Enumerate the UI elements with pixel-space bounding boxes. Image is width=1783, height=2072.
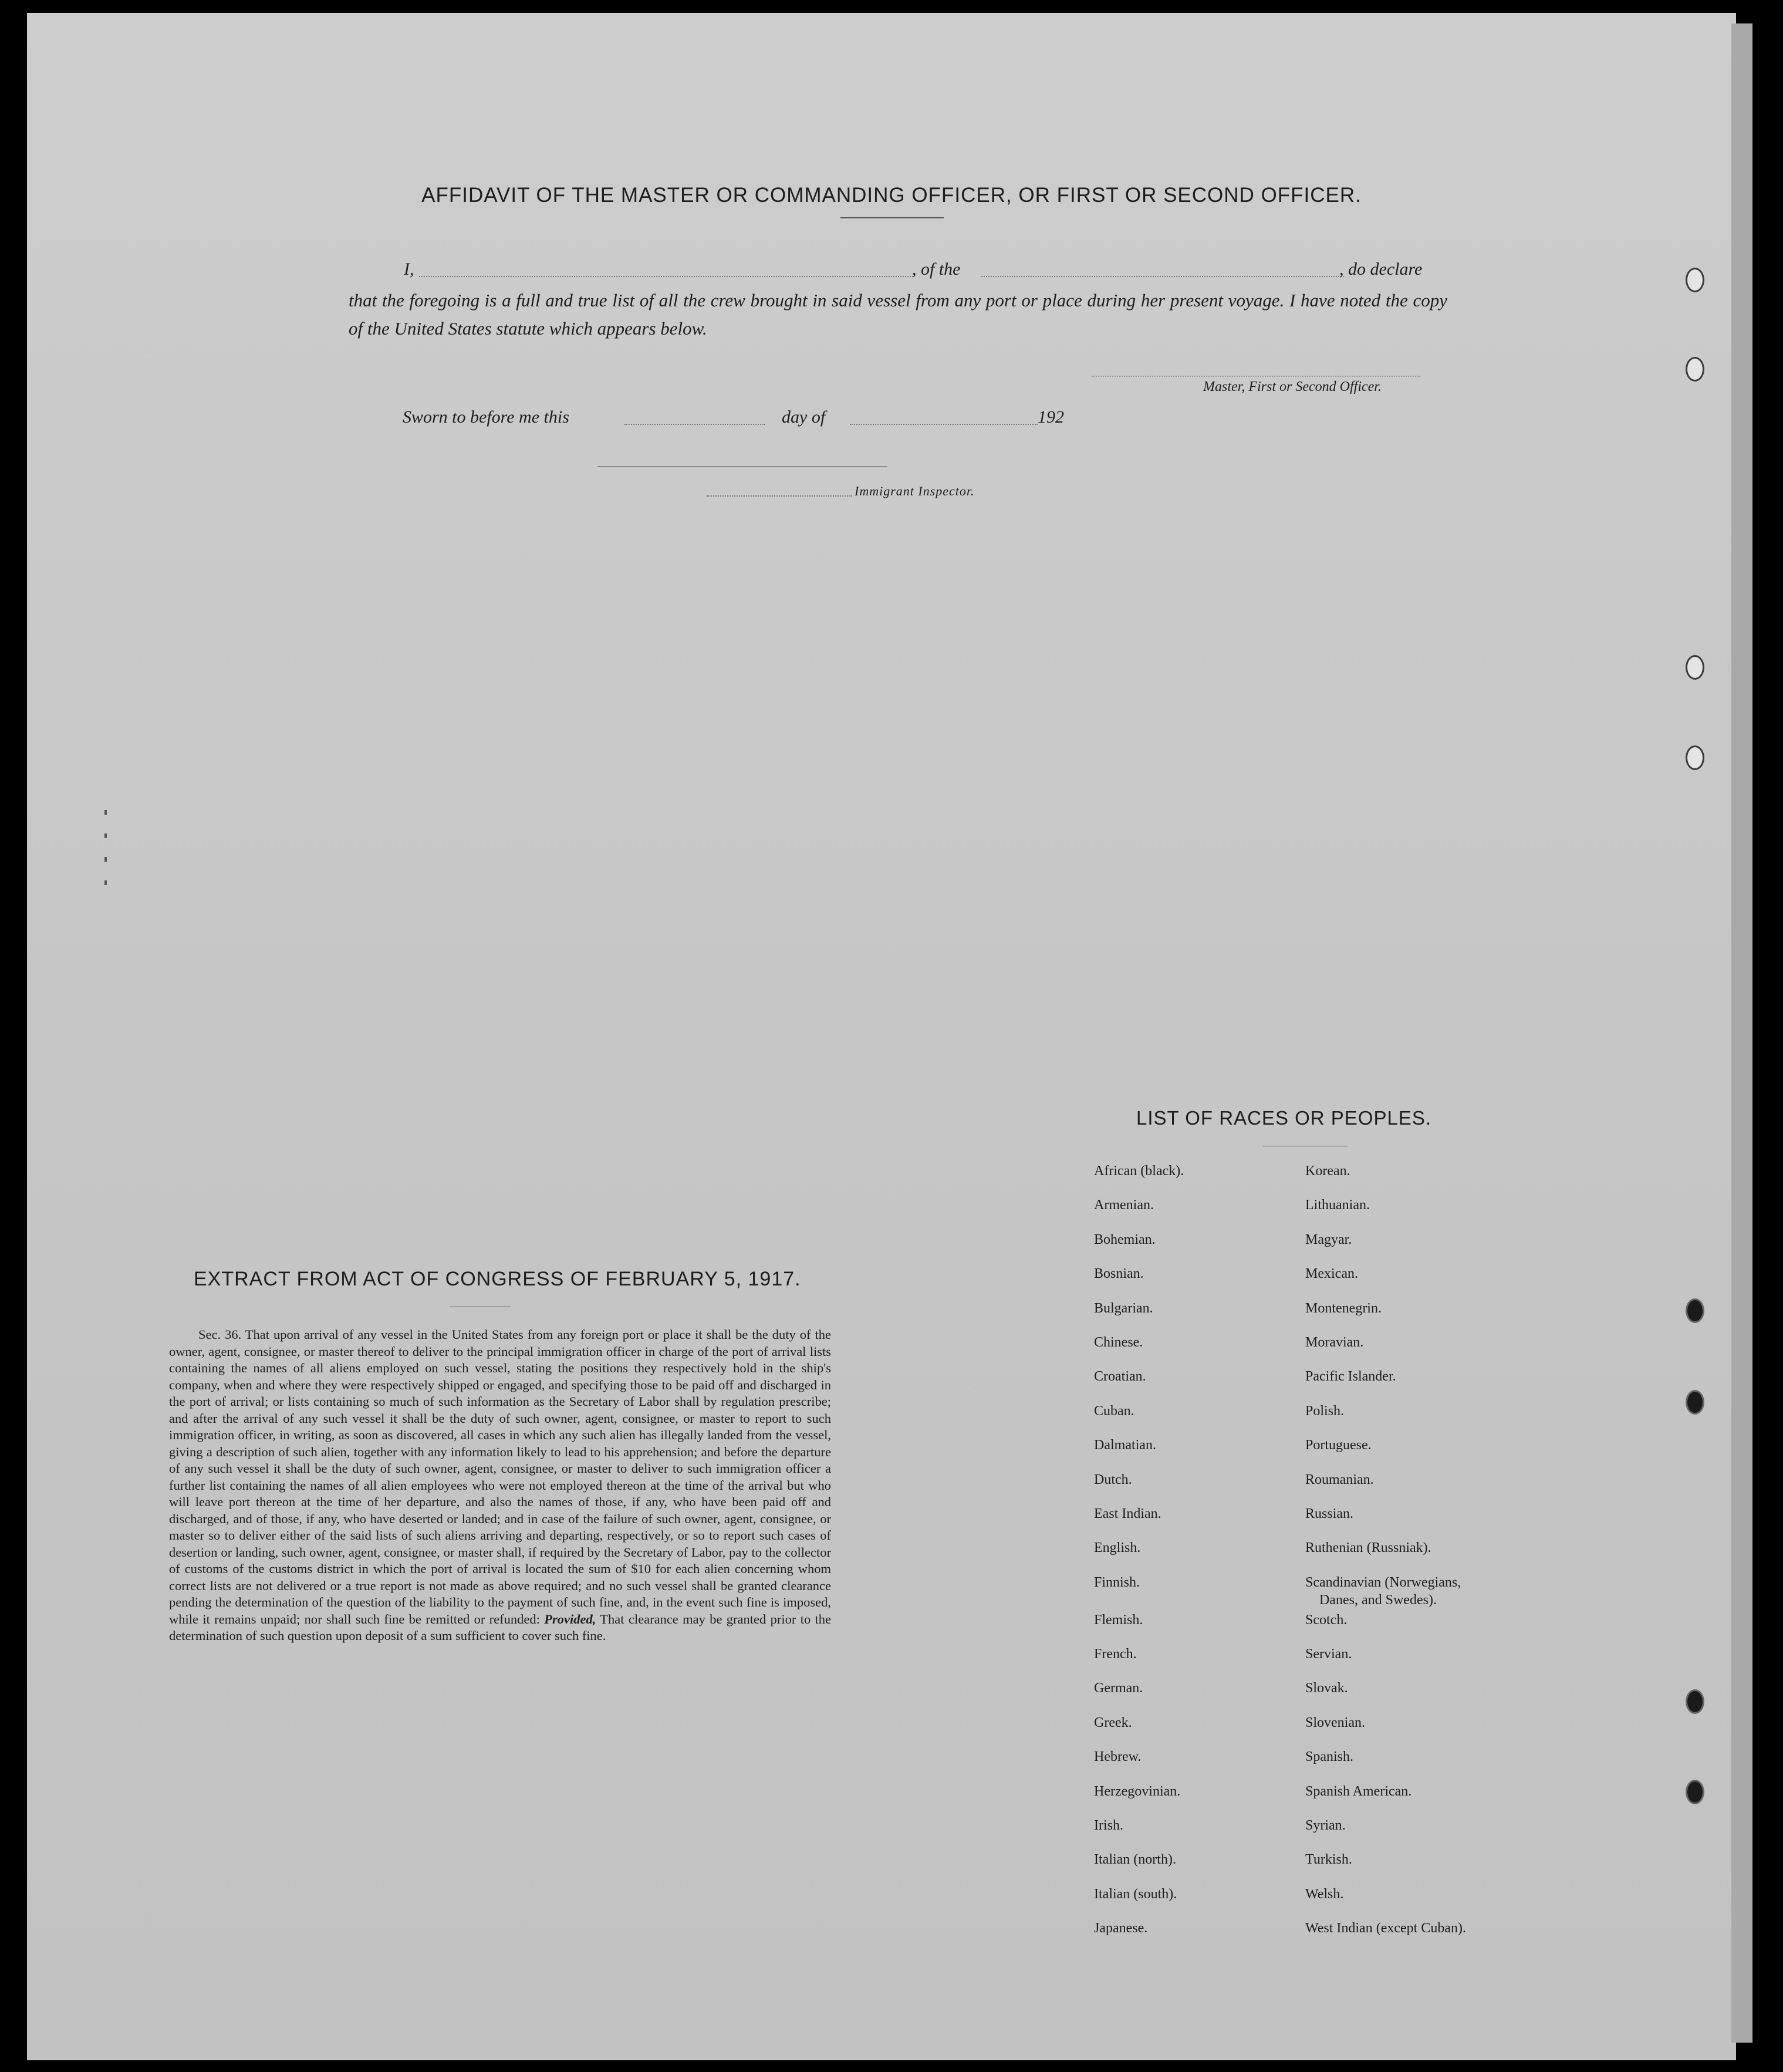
- i-label: I,: [404, 259, 414, 279]
- race-item: Dalmatian.: [1094, 1437, 1156, 1453]
- inspector-field[interactable]: [707, 495, 852, 497]
- race-item: Roumanian.: [1305, 1472, 1374, 1487]
- race-item: Flemish.: [1094, 1612, 1143, 1628]
- provided-label: Provided,: [544, 1611, 596, 1626]
- race-item: German.: [1094, 1680, 1143, 1696]
- signature-caption: Master, First or Second Officer.: [1203, 379, 1382, 394]
- race-item: Finnish.: [1094, 1574, 1140, 1590]
- binder-hole: [1686, 655, 1704, 680]
- race-item: Cuban.: [1094, 1403, 1134, 1419]
- race-item: Magyar.: [1305, 1231, 1352, 1247]
- race-item: Italian (north).: [1094, 1852, 1176, 1868]
- race-item-multiline: [1305, 1574, 1466, 1611]
- statute-text: That upon arrival of any vessel in the United States from any foreign port or place it shall be the duty of the owner, agent, consignee, or master thereof to deliver to the principal immigration officer in charge of the port of arrival lists containing the names of all aliens employed on such vessel, stating the positions they respectively hold in the ship's company, when and where they were respectively shipped or engaged, and specifying those to be paid off and discharged in the port of arrival; or lists containing so much of such information as the Secretary of Labor shall by regulation prescribe; and after the arrival of any such vessel it shall be the duty of such owner, agent, consignee, or master to report to such immigration officer, in writing, as soon as discovered, all cases in which any such alien has illegally landed from the vessel, giving a description of such alien, together with any information likely to lead to his apprehension; and before the departure of any such vessel it shall be the duty of such owner, agent, consignee, or master to deliver to such immigration officer a further list containing the names of all alien employees who were not employed thereon at the time of the arrival but who will leave port thereon at the time of her departure, and also the names of those, if any, who have been paid off and discharged, and of those, if any, who have deserted or landed; and in case of the failure of such owner, agent, consignee, or master so to deliver either of the said lists of such aliens arriving and departing, respectively, or so to report such cases of desertion or landing, such owner, agent, consignee, or master shall, if required by the Secretary of Labor, pay to the collector of customs of the customs district in which the port of arrival is located the sum of $10 for each alien concerning whom correct lists are not delivered or a true report is not made as above required; and no such vessel shall be granted clearance pending the determination of the question of the liability to the payment of such fine, and, in the event such fine is imposed, while it remains unpaid; nor shall such fine be remitted or refunded:: [169, 1327, 831, 1626]
- race-item: Croatian.: [1094, 1369, 1146, 1385]
- race-item: Russian.: [1305, 1506, 1354, 1521]
- statute-text-end: That clearance may be granted prior to the determination of such question upon deposit of a sum sufficient to cover such fine.: [169, 1611, 832, 1643]
- race-item: Polish.: [1305, 1403, 1345, 1419]
- race-item: Turkish.: [1305, 1852, 1352, 1868]
- race-item: Spanish.: [1305, 1749, 1354, 1765]
- race-item: Mexican.: [1305, 1266, 1358, 1282]
- binder-hole: [1686, 1298, 1704, 1323]
- race-item: Irish.: [1094, 1818, 1123, 1834]
- race-item: Scotch.: [1305, 1612, 1348, 1628]
- title-divider: [840, 217, 944, 218]
- margin-mark: [104, 833, 107, 838]
- inspector-caption: Immigrant Inspector.: [855, 484, 975, 498]
- inspector-rule: [597, 466, 887, 467]
- page-edge: [1731, 23, 1752, 2043]
- year-label: 192: [1038, 407, 1064, 427]
- binder-hole: [1686, 1689, 1704, 1714]
- extract-body: [169, 1327, 831, 1645]
- binder-hole: [1686, 357, 1704, 382]
- races-column-1: [1094, 1162, 1184, 1954]
- race-item: Herzegovinian.: [1094, 1783, 1181, 1799]
- race-item: West Indian (except Cuban).: [1305, 1921, 1466, 1936]
- month-field[interactable]: [850, 424, 1038, 425]
- binder-hole: [1686, 268, 1704, 292]
- race-item: Pacific Islander.: [1305, 1369, 1396, 1385]
- race-item: Spanish American.: [1305, 1783, 1412, 1799]
- race-item: Slovak.: [1305, 1680, 1348, 1696]
- race-item: Japanese.: [1094, 1921, 1148, 1936]
- margin-mark: [104, 810, 107, 815]
- binder-hole: [1686, 1390, 1704, 1415]
- binder-hole: [1686, 1780, 1704, 1804]
- race-item: Bohemian.: [1094, 1231, 1156, 1247]
- race-item-line: Danes, and Swedes).: [1319, 1592, 1437, 1608]
- extract-title: EXTRACT FROM ACT OF CONGRESS OF FEBRUARY 5, 1917.: [194, 1268, 801, 1290]
- race-item: Ruthenian (Russniak).: [1305, 1540, 1431, 1556]
- race-item: Servian.: [1305, 1646, 1352, 1662]
- vessel-name-field[interactable]: [981, 276, 1344, 277]
- declaration-text: that the foregoing is a full and true list of all the crew brought in said vessel from any port or place during her present voyage. I have noted the copy of the United States statute which appears below.: [349, 290, 1447, 339]
- race-item: Moravian.: [1305, 1334, 1364, 1350]
- binder-hole: [1686, 745, 1704, 770]
- race-item: Portuguese.: [1305, 1437, 1372, 1453]
- signature-field[interactable]: [1092, 376, 1420, 377]
- race-item: Syrian.: [1305, 1818, 1346, 1834]
- day-field[interactable]: [624, 424, 765, 425]
- race-item: Chinese.: [1094, 1334, 1143, 1350]
- of-the-label: , of the: [912, 259, 961, 279]
- margin-mark: [104, 857, 107, 862]
- margin-mark: [104, 880, 107, 885]
- race-item: English.: [1094, 1540, 1141, 1556]
- race-item: Italian (south).: [1094, 1886, 1177, 1902]
- races-column-2: [1305, 1162, 1466, 1954]
- race-item: Armenian.: [1094, 1197, 1154, 1213]
- sworn-label: Sworn to before me this: [403, 407, 569, 427]
- race-item: Montenegrin.: [1305, 1300, 1382, 1316]
- race-item: Bulgarian.: [1094, 1300, 1153, 1316]
- master-name-field[interactable]: [419, 276, 913, 277]
- race-item: Hebrew.: [1094, 1749, 1142, 1765]
- day-of-label: day of: [782, 407, 826, 427]
- race-item: Slovenian.: [1305, 1715, 1365, 1730]
- do-declare-label: , do declare: [1339, 259, 1423, 279]
- race-item: French.: [1094, 1646, 1137, 1662]
- race-item: Lithuanian.: [1305, 1197, 1370, 1213]
- affidavit-title: AFFIDAVIT OF THE MASTER OR COMMANDING OFFICER, OR FIRST OR SECOND OFFICER.: [421, 184, 1362, 207]
- race-item: Bosnian.: [1094, 1266, 1144, 1282]
- race-item: Welsh.: [1305, 1886, 1344, 1902]
- race-item-line: Scandinavian (Norwegians,: [1305, 1574, 1461, 1590]
- race-item: Dutch.: [1094, 1472, 1132, 1487]
- race-item: East Indian.: [1094, 1506, 1161, 1521]
- race-item: Greek.: [1094, 1715, 1132, 1730]
- race-item: Korean.: [1305, 1163, 1350, 1179]
- race-item: African (black).: [1094, 1163, 1184, 1179]
- section-label: Sec. 36.: [198, 1327, 242, 1342]
- races-title: LIST OF RACES OR PEOPLES.: [1136, 1107, 1432, 1129]
